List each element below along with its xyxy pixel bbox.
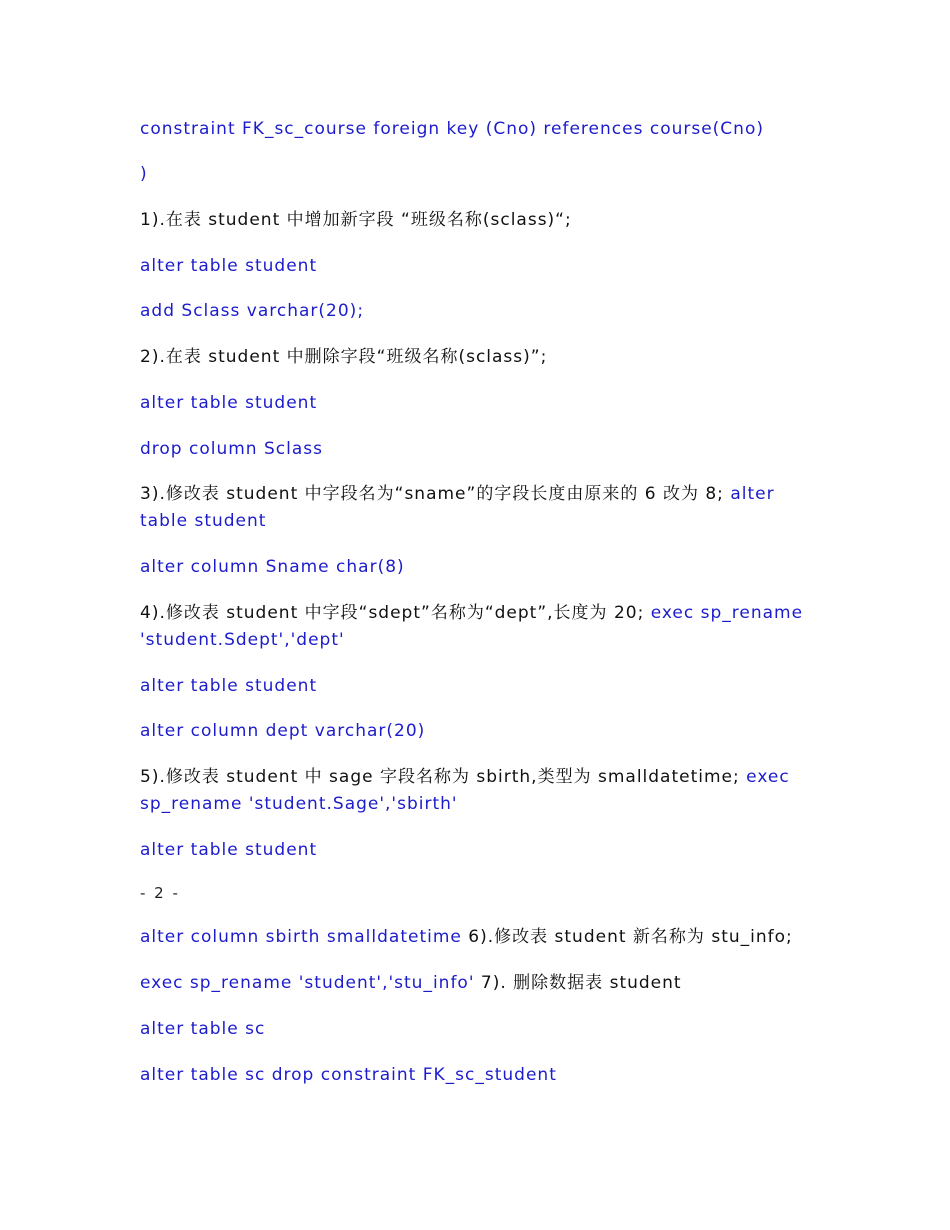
code-segment: alter table student — [140, 840, 318, 860]
step-3-heading — [140, 481, 820, 535]
code-segment: ) — [140, 164, 148, 184]
code-line-exec-rename-student — [140, 970, 820, 997]
code-segment: alter column sbirth smalldatetime — [140, 927, 469, 947]
code-line-alter-column-sbirth — [140, 924, 820, 951]
code-segment: alter column dept varchar(20) — [140, 721, 426, 741]
code-line-alter-column-dept — [140, 718, 820, 745]
code-line-drop-column-sclass — [140, 436, 820, 463]
code-segment: alter table student — [140, 484, 775, 531]
step-2-heading — [140, 344, 820, 371]
page-number — [140, 880, 820, 907]
step-6-text: 6).修改表 student 新名称为 stu_info; — [468, 927, 793, 947]
code-line-alter-column-sname — [140, 554, 820, 581]
code-segment: exec sp_rename 'student.Sage','sbirth' — [140, 767, 790, 814]
code-segment: alter table student — [140, 256, 318, 276]
code-line-closing-paren — [140, 161, 820, 188]
code-line-alter-table-sc — [140, 1016, 820, 1043]
code-line-add-sclass — [140, 298, 820, 325]
step-4-heading — [140, 600, 820, 654]
code-segment: add Sclass varchar(20); — [140, 301, 365, 321]
step-7-text: 7). 删除数据表 student — [480, 973, 682, 993]
code-segment: alter table sc drop constraint FK_sc_student — [140, 1065, 557, 1085]
code-line-alter-table-student — [140, 390, 820, 417]
step-1-heading — [140, 207, 820, 234]
page-number-text: - 2 - — [140, 884, 180, 902]
code-line-constraint-fk-sc-course — [140, 116, 820, 143]
code-line-drop-constraint-fk-sc-student — [140, 1062, 820, 1089]
text-segment: 3).修改表 student 中字段名为“sname”的字段长度由原来的 6 改为 8; — [140, 484, 731, 504]
code-segment: alter table student — [140, 393, 318, 413]
step-5-heading — [140, 764, 820, 818]
code-segment: alter table sc — [140, 1019, 266, 1039]
code-segment: exec sp_rename 'student','stu_info' — [140, 973, 481, 993]
code-segment: alter column Sname char(8) — [140, 557, 405, 577]
code-segment: drop column Sclass — [140, 439, 323, 459]
code-segment: alter table student — [140, 676, 318, 696]
code-segment: exec sp_rename 'student.Sdept','dept' — [140, 603, 804, 650]
text-segment: 1).在表 student 中增加新字段 “班级名称(sclass)“; — [140, 210, 572, 230]
text-segment: 2).在表 student 中删除字段“班级名称(sclass)”; — [140, 347, 548, 367]
code-segment: constraint FK_sc_course foreign key (Cno) references course(Cno) — [140, 119, 764, 139]
code-line-alter-table-student — [140, 673, 820, 700]
text-segment: 4).修改表 student 中字段“sdept”名称为“dept”,长度为 20; — [140, 603, 651, 623]
code-line-alter-table-student — [140, 253, 820, 280]
code-line-alter-table-student — [140, 837, 820, 864]
text-segment: 5).修改表 student 中 sage 字段名称为 sbirth,类型为 smalldatetime; — [140, 767, 747, 787]
